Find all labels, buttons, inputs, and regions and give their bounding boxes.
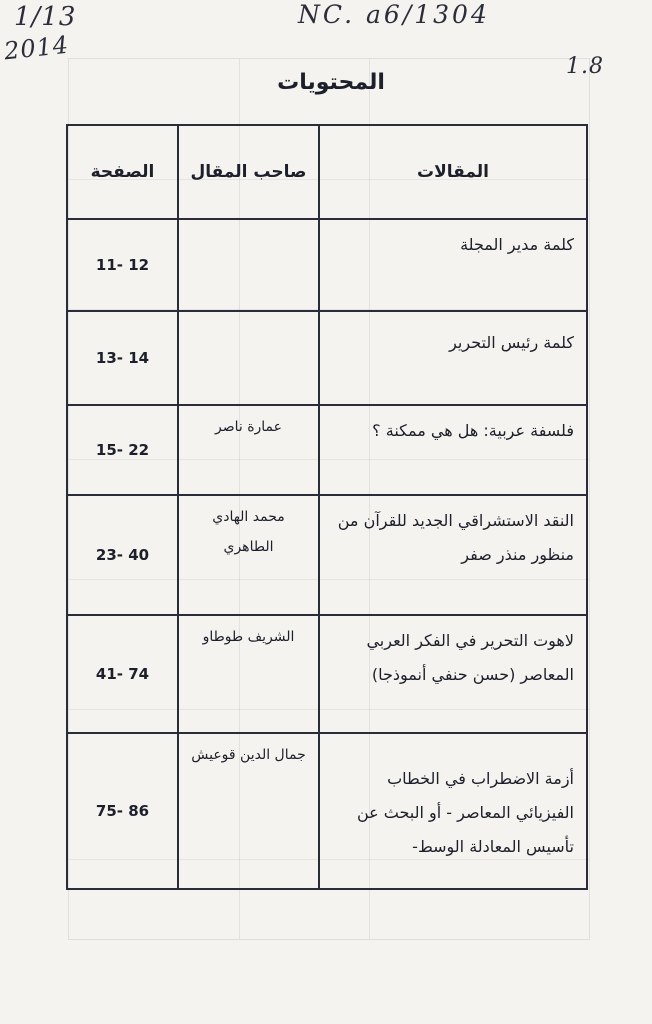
- article-pages: 11- 12: [67, 219, 178, 311]
- article-pages: 75- 86: [67, 733, 178, 889]
- table-row: [67, 615, 587, 733]
- handwritten-note-top-left: 1/13: [14, 2, 77, 32]
- article-title: لاهوت التحرير في الفكر العربي المعاصر (حسن حنفي أنموذجا): [319, 615, 587, 733]
- article-author: جمال الدين قوعيش: [178, 733, 319, 889]
- table-row: [67, 311, 587, 405]
- article-author: [178, 311, 319, 405]
- article-title: كلمة مدير المجلة: [319, 219, 587, 311]
- article-pages: 23- 40: [67, 495, 178, 615]
- article-title: أزمة الاضطراب في الخطاب الفيزيائي المعاصر - أو البحث عن تأسيس المعادلة الوسط-: [319, 733, 587, 889]
- contents-table: [66, 124, 588, 890]
- article-title: كلمة رئيس التحرير: [319, 311, 587, 405]
- handwritten-note-top-right: 1.8: [566, 54, 604, 79]
- table-row: [67, 495, 587, 615]
- table-row: [67, 733, 587, 889]
- article-pages: 41- 74: [67, 615, 178, 733]
- article-author: الشريف طوطاو: [178, 615, 319, 733]
- article-title: فلسفة عربية: هل هي ممكنة ؟: [319, 405, 587, 495]
- article-author: [178, 219, 319, 311]
- header-author: صاحب المقال: [178, 125, 319, 219]
- article-pages: 13- 14: [67, 311, 178, 405]
- header-page: الصفحة: [67, 125, 178, 219]
- handwritten-year: 2014: [2, 30, 71, 66]
- header-articles: المقالات: [319, 125, 587, 219]
- handwritten-call-number: NC. a6/1304: [298, 0, 490, 29]
- table-row: [67, 219, 587, 311]
- article-author: محمد الهادي الطاهري: [178, 495, 319, 615]
- page-title: المحتويات: [277, 70, 385, 95]
- article-author: عمارة ناصر: [178, 405, 319, 495]
- table-header-row: [67, 125, 587, 219]
- article-title: النقد الاستشراقي الجديد للقرآن من منظور منذر صفر: [319, 495, 587, 615]
- table-row: [67, 405, 587, 495]
- article-pages: 15- 22: [67, 405, 178, 495]
